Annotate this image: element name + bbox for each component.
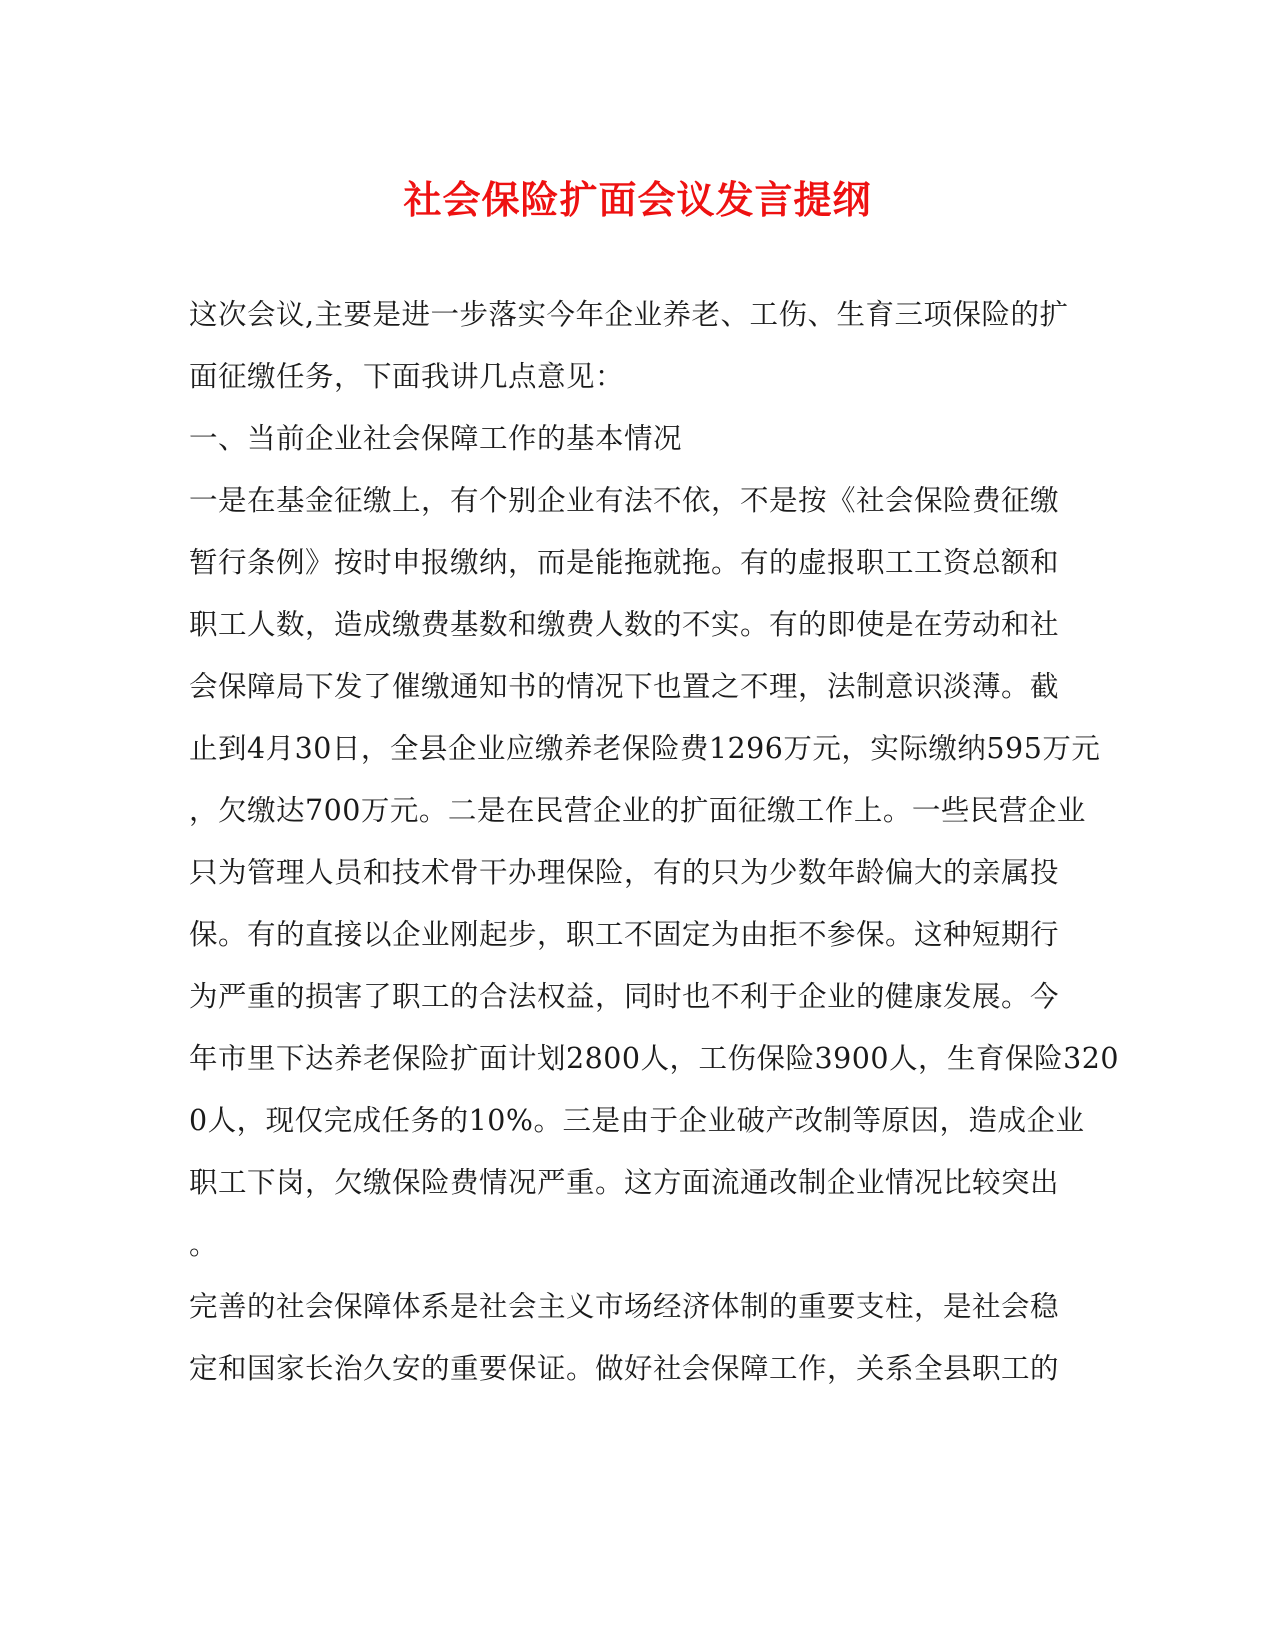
body-line: 会保障局下发了催缴通知书的情况下也置之不理，法制意识淡薄。截 bbox=[189, 670, 1060, 703]
body-line: 面征缴任务，下面我讲几点意见： bbox=[189, 360, 625, 393]
body-line: 定和国家长治久安的重要保证。做好社会保障工作，关系全县职工的 bbox=[189, 1352, 1060, 1385]
body-line: 职工下岗，欠缴保险费情况严重。这方面流通改制企业情况比较突出 bbox=[189, 1166, 1060, 1199]
section-heading: 一、当前企业社会保障工作的基本情况 bbox=[189, 422, 683, 455]
body-line: 保。有的直接以企业刚起步，职工不固定为由拒不参保。这种短期行 bbox=[189, 918, 1060, 951]
body-line: 暂行条例》按时申报缴纳，而是能拖就拖。有的虚报职工工资总额和 bbox=[189, 546, 1060, 579]
body-line: 止到4月30日，全县企业应缴养老保险费1296万元，实际缴纳595万元 bbox=[189, 732, 1101, 765]
document-body bbox=[189, 284, 1119, 1400]
body-line: 一是在基金征缴上，有个别企业有法不依，不是按《社会保险费征缴 bbox=[189, 484, 1060, 517]
body-line: 。 bbox=[189, 1228, 219, 1261]
body-line: ，欠缴达700万元。二是在民营企业的扩面征缴工作上。一些民营企业 bbox=[189, 794, 1086, 827]
body-line: 只为管理人员和技术骨干办理保险，有的只为少数年龄偏大的亲属投 bbox=[189, 856, 1060, 889]
document-title: 社会保险扩面会议发言提纲 bbox=[403, 177, 872, 222]
body-line: 0人，现仅完成任务的10%。三是由于企业破产改制等原因，造成企业 bbox=[189, 1104, 1085, 1137]
body-line: 完善的社会保障体系是社会主义市场经济体制的重要支柱，是社会稳 bbox=[189, 1290, 1060, 1323]
body-line: 职工人数，造成缴费基数和缴费人数的不实。有的即使是在劳动和社 bbox=[189, 608, 1060, 641]
body-line: 为严重的损害了职工的合法权益，同时也不利于企业的健康发展。今 bbox=[189, 980, 1060, 1013]
body-line: 年市里下达养老保险扩面计划2800人，工伤保险3900人，生育保险320 bbox=[189, 1042, 1119, 1075]
body-line: 这次会议,主要是进一步落实今年企业养老、工伤、生育三项保险的扩 bbox=[189, 298, 1069, 331]
